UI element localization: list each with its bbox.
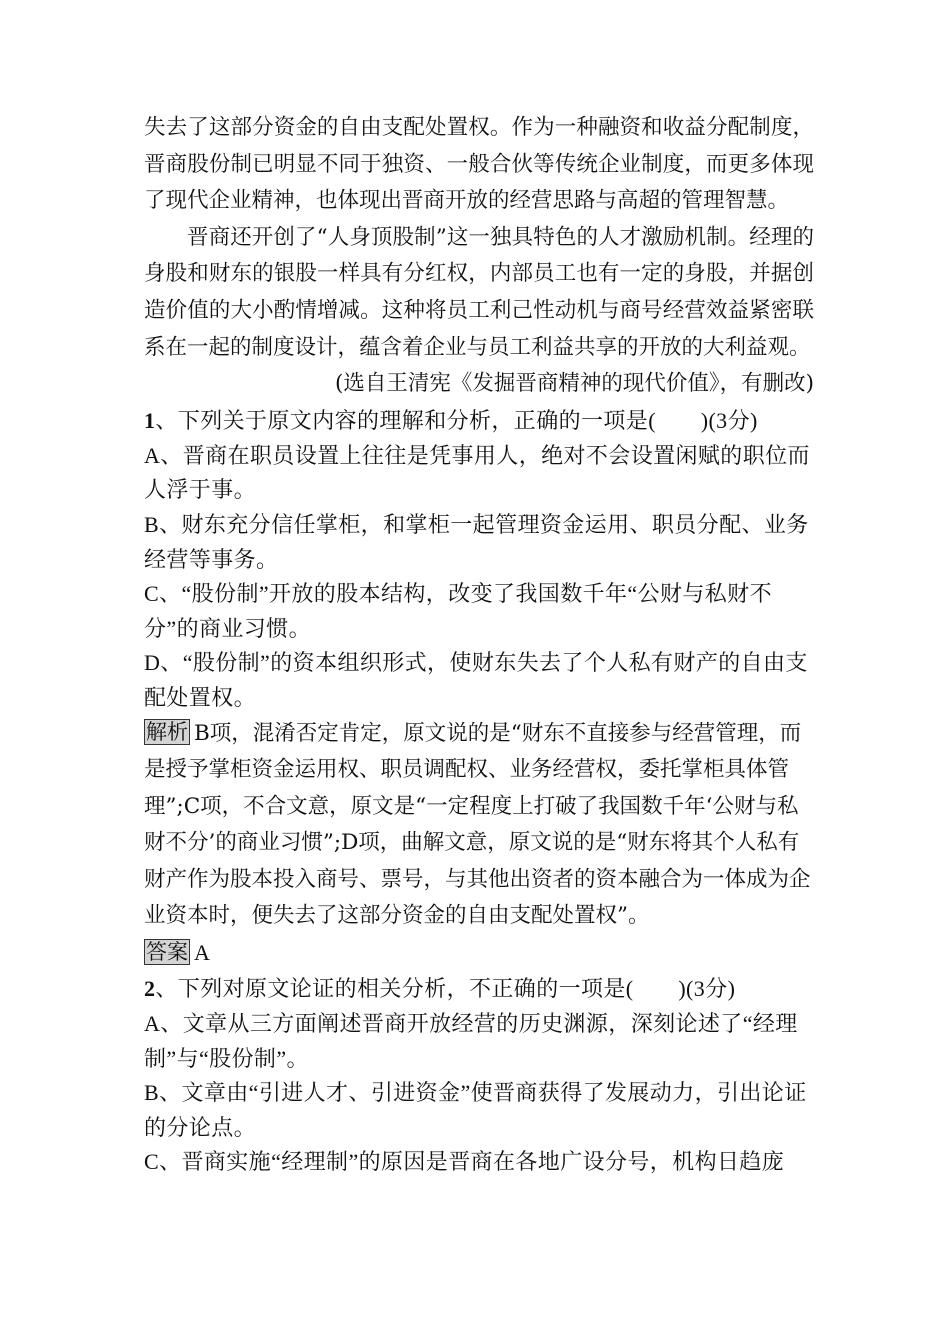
question-text: 、下列对原文论证的相关分析，不正确的一项是( )(3分) (155, 976, 736, 1002)
passage-paragraph: 失去了这部分资金的自由支配处置权。作为一种融资和收益分配制度，晋商股份制已明显不同于独资、一般合伙等传统企业制度，而更多体现了现代企业精神，也体现出晋商开放的经营思路与高超的管理智慧。 (144, 115, 814, 214)
question-number: 1 (144, 407, 156, 433)
question-1-option-b: B、财东充分信任掌柜，和掌柜一起管理资金运用、职员分配、业务经营等事务。 (144, 511, 809, 572)
question-number: 2 (144, 976, 156, 1002)
answer-tag: 答案 (146, 940, 188, 965)
analysis-tag: 解析 (146, 719, 188, 744)
question-1-option-a: A、晋商在职员设置上往往是凭事用人，绝对不会设置闲赋的职位而人浮于事。 (144, 442, 810, 503)
question-1-option-d: D、“股份制”的资本组织形式，使财东失去了个人私有财产的自由支配处置权。 (144, 650, 808, 710)
question-2-stem (144, 971, 814, 1007)
analysis-text: B项，混淆否定肯定，原文说的是“财东不直接参与经营管理，而是授予掌柜资金运用权、职员调配权、业务经营权，委托掌柜具体管理”;C项，不合文意，原文是“一定程度上打破了我国数千年‘公财与私财不分’的商业习惯”;D项，曲解文意，原文说的是“财东将其个人私有财产作为股本投入商号、票号，与其他出资者的资本融合为一体成为企业资本时，便失去了这部分资金的自由支配处置权”。 (144, 720, 811, 929)
question-1-option-c: C、“股份制”开放的股本结构，改变了我国数千年“公财与私财不分”的商业习惯。 (144, 581, 772, 641)
question-1-answer (144, 935, 814, 971)
question-1-stem (144, 403, 814, 439)
question-text: 、下列关于原文内容的理解和分析，正确的一项是( )(3分) (155, 407, 758, 433)
passage-paragraph: 晋商还开创了“人身顶股制”这一独具特色的人才激励机制。经理的身股和财东的银股一样具有分红权，内部员工也有一定的身股，并据创造价值的大小酌情增减。这种将员工利己性动机与商号经营效益紧密联系在一起的制度设计，蕴含着企业与员工利益共享的开放的大利益观。 (144, 224, 814, 360)
question-2-option-c: C、晋商实施“经理制”的原因是晋商在各地广设分号，机构日趋庞 (144, 1149, 785, 1175)
document-page (144, 110, 814, 1180)
passage-source: (选自王清宪《发掘晋商精神的现代价值》，有删改) (334, 371, 814, 397)
question-1-analysis (144, 716, 814, 936)
answer-value: A (194, 940, 210, 966)
question-2-option-b: B、文章由“引进人才、引进资金”使晋商获得了发展动力，引出论证的分论点。 (144, 1080, 807, 1140)
question-2-option-a: A、文章从三方面阐述晋商开放经营的历史渊源，深刻论述了“经理制”与“股份制”。 (144, 1011, 798, 1071)
